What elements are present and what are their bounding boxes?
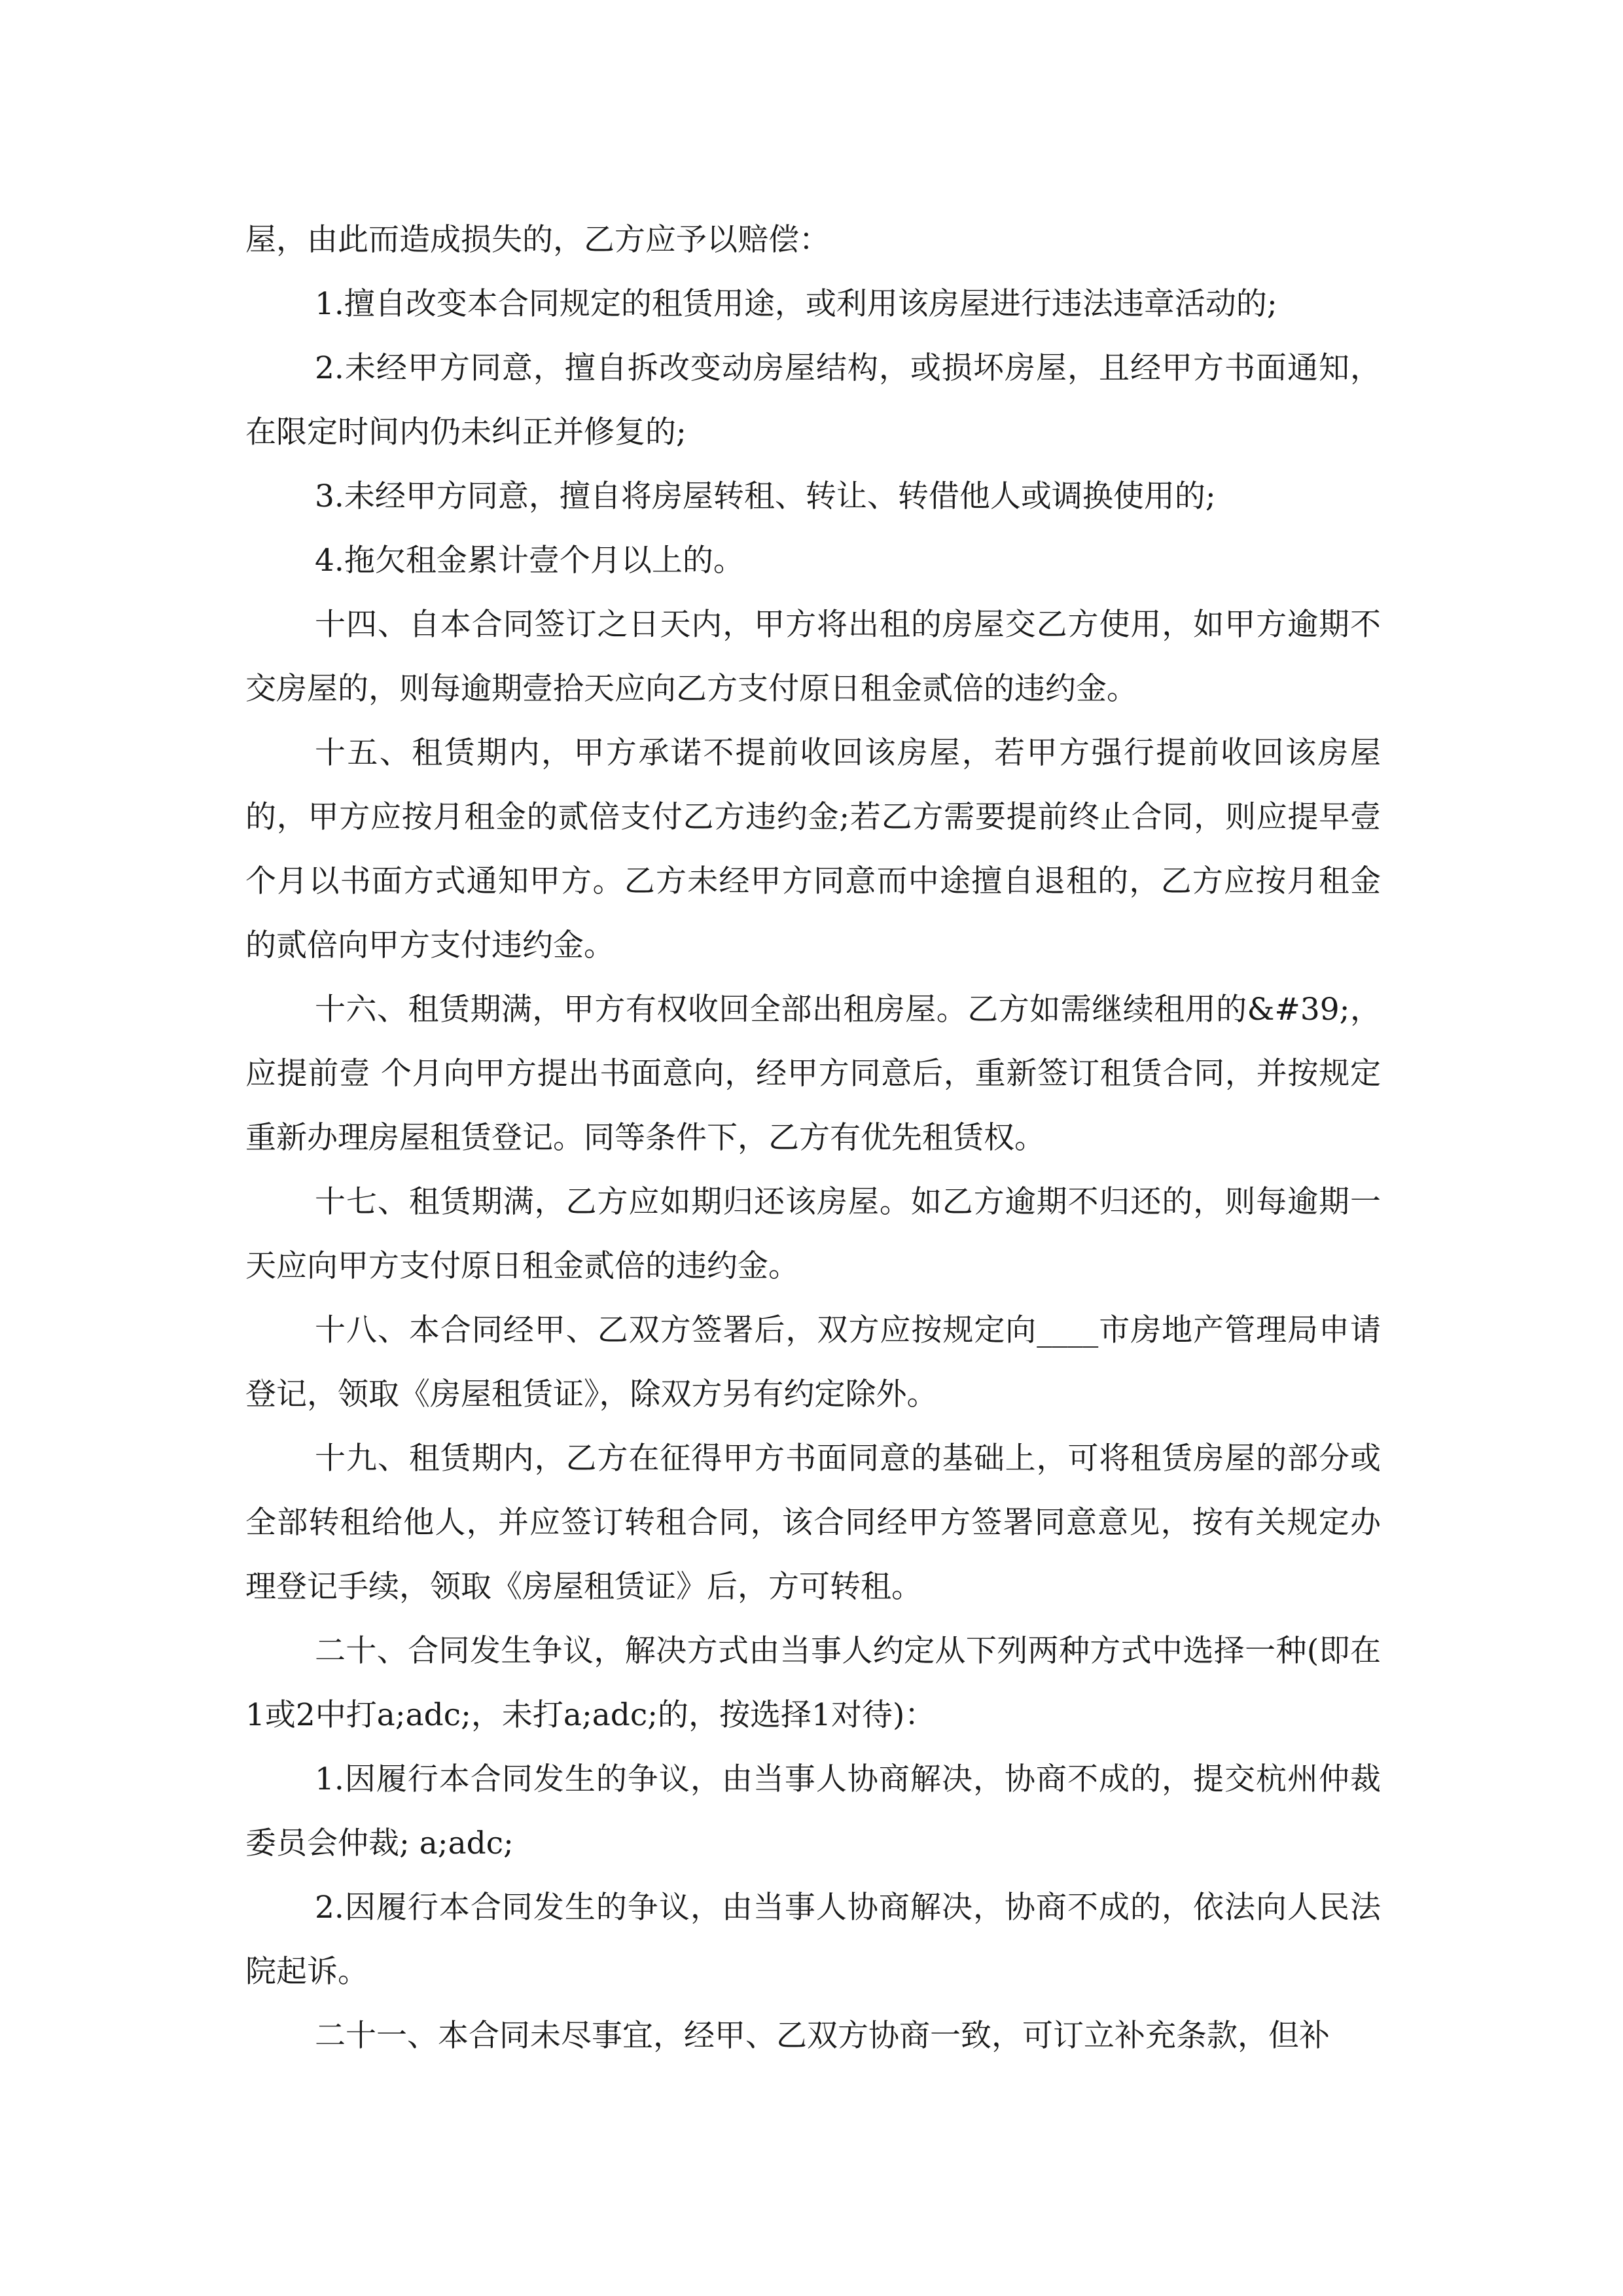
paragraph-7: 十五、租赁期内，甲方承诺不提前收回该房屋，若甲方强行提前收回该房屋的，甲方应按月租金的贰倍支付乙方违约金;若乙方需要提前终止合同，则应提早壹个月以书面方式通知甲方。乙方未经甲方同意而中途擅自退租的，乙方应按月租金的贰倍向甲方支付违约金。 xyxy=(245,735,1381,963)
paragraph-14: 2.因履行本合同发生的争议，由当事人协商解决，协商不成的，依法向人民法院起诉。 xyxy=(245,1890,1381,1990)
paragraph-2: 1.擅自改变本合同规定的租赁用途，或利用该房屋进行违法违章活动的; xyxy=(315,286,1277,322)
paragraph-6: 十四、自本合同签订之日天内，甲方将出租的房屋交乙方使用，如甲方逾期不交房屋的，则每逾期壹拾天应向乙方支付原日租金贰倍的违约金。 xyxy=(245,607,1381,707)
paragraph-10: 十八、本合同经甲、乙双方签署后，双方应按规定向____市房地产管理局申请登记，领取《房屋租赁证》，除双方另有约定除外。 xyxy=(245,1312,1381,1412)
paragraph-15: 二十一、本合同未尽事宜，经甲、乙双方协商一致，可订立补充条款，但补 xyxy=(315,2018,1330,2054)
paragraph-12: 二十、合同发生争议，解决方式由当事人约定从下列两种方式中选择一种(即在1或2中打a;adc;，未打a;adc;的，按选择1对待)： xyxy=(245,1633,1381,1733)
paragraph-13: 1.因履行本合同发生的争议，由当事人协商解决，协商不成的，提交杭州仲裁委员会仲裁; a;adc; xyxy=(245,1761,1381,1861)
paragraph-4: 3.未经甲方同意，擅自将房屋转租、转让、转借他人或调换使用的; xyxy=(315,478,1216,514)
paragraph-11: 十九、租赁期内，乙方在征得甲方书面同意的基础上，可将租赁房屋的部分或全部转租给他人，并应签订转租合同，该合同经甲方签署同意意见，按有关规定办理登记手续，领取《房屋租赁证》后，方可转租。 xyxy=(245,1441,1381,1605)
document-body xyxy=(245,208,1381,2068)
paragraph-3: 2.未经甲方同意，擅自拆改变动房屋结构，或损坏房屋，且经甲方书面通知，在限定时间内仍未纠正并修复的; xyxy=(245,350,1381,450)
paragraph-8: 十六、租赁期满，甲方有权收回全部出租房屋。乙方如需继续租用的&#39;，应提前壹 个月向甲方提出书面意向，经甲方同意后，重新签订租赁合同，并按规定重新办理房屋租赁登记。同等条件下，乙方有优先租赁权。 xyxy=(245,992,1381,1156)
paragraph-9: 十七、租赁期满，乙方应如期归还该房屋。如乙方逾期不归还的，则每逾期一天应向甲方支付原日租金贰倍的违约金。 xyxy=(245,1184,1381,1284)
paragraph-5: 4.拖欠租金累计壹个月以上的。 xyxy=(315,543,744,579)
paragraph-1: 屋，由此而造成损失的，乙方应予以赔偿： xyxy=(245,222,830,258)
